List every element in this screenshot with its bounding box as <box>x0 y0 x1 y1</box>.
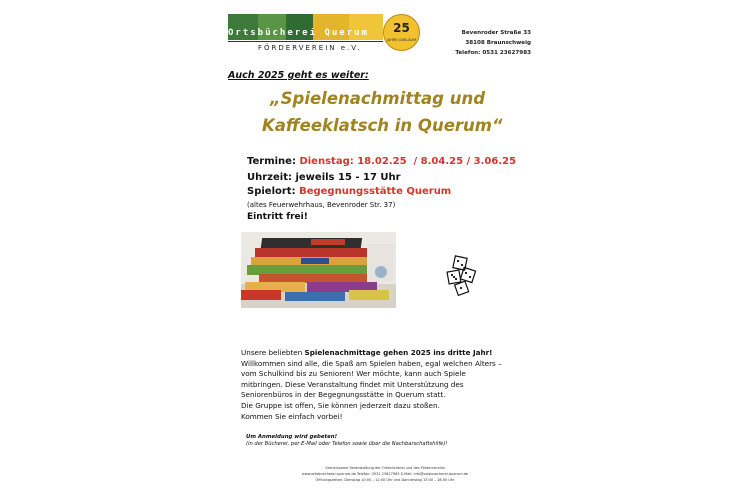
venue-line <box>247 186 451 197</box>
logo-subtitle: FÖRDERVEREIN e.V. <box>258 44 362 52</box>
event-title-line-1: „Spielenachmittag und <box>270 89 486 108</box>
description-line <box>241 348 531 359</box>
description-intro: Unsere beliebten <box>241 348 305 357</box>
description-text <box>241 348 531 422</box>
dates-line <box>247 156 516 167</box>
description-highlight: Spielenachmittage gehen 2025 ins dritte Jahr! <box>304 348 493 357</box>
address-street: Bevenroder Straße 33 <box>461 30 531 36</box>
dates-values: 18.02.25 / 8.04.25 / 3.06.25 <box>357 156 517 167</box>
logo-text: Ortsbücherei Querum <box>228 28 369 38</box>
board-games-stack-photo <box>241 232 396 308</box>
venue-value: Begegnungsstätte Querum <box>299 186 452 197</box>
registration-notice: Um Anmeldung wird gebeten! <box>246 434 338 440</box>
footer-hours: Öffnungszeiten: Dienstag 10:00 – 12:00 Uhr und Donnerstag 15:00 – 18:00 Uhr <box>315 478 455 482</box>
badge-text: JAHRE JUBILÄUM <box>386 38 417 42</box>
dice-icon <box>444 255 480 297</box>
footer-organizers: Gemeinsame Veranstaltung der Ortsbücherei und des Fördervereins <box>325 466 445 470</box>
venue-label: Spielort: <box>247 186 296 197</box>
registration-note: (in der Bücherei, per E-Mail oder Telefon sowie über die Nachbarschaftshilfe)! <box>246 441 448 447</box>
venue-note: (altes Feuerwehrhaus, Bevenroder Str. 37) <box>247 201 396 209</box>
description-line: Seniorenbüros in der Begegnungsstätte in Querum statt. <box>241 390 446 400</box>
description-line: Kommen Sie einfach vorbei! <box>241 411 343 421</box>
badge-number: 25 <box>393 21 410 35</box>
description-line: vom Schulkind bis zu Senioren! Wer möchte, kann auch Spiele <box>241 369 466 379</box>
footer <box>255 465 515 483</box>
event-title-line-2: Kaffeeklatsch in Querum“ <box>262 116 503 135</box>
footer-contact: www.ortsbuecherei-querum.de Telefon: 0531 23627983 E-Mail: info@ortsbuecherei-querum.de <box>301 472 469 476</box>
description-line: Willkommen sind alle, die Spaß am Spielen haben, egal welchen Alters – <box>241 358 502 368</box>
description-line: Die Gruppe ist offen, Sie können jederzeit dazu stoßen. <box>241 400 440 410</box>
admission-free: Eintritt frei! <box>247 212 308 222</box>
address-phone: Telefon: 0531 23627983 <box>455 50 531 56</box>
dates-day: Dienstag: <box>299 156 354 167</box>
dates-label: Termine: <box>247 156 296 167</box>
library-logo <box>228 14 383 60</box>
jubilee-badge <box>383 14 420 51</box>
time-line: Uhrzeit: jeweils 15 - 17 Uhr <box>247 172 401 183</box>
intro-heading: Auch 2025 geht es weiter: <box>228 70 369 81</box>
address-city: 38108 Braunschweig <box>465 40 531 46</box>
address-block <box>441 28 531 58</box>
description-line: mitbringen. Diese Veranstaltung findet mit Unterstützung des <box>241 379 464 389</box>
